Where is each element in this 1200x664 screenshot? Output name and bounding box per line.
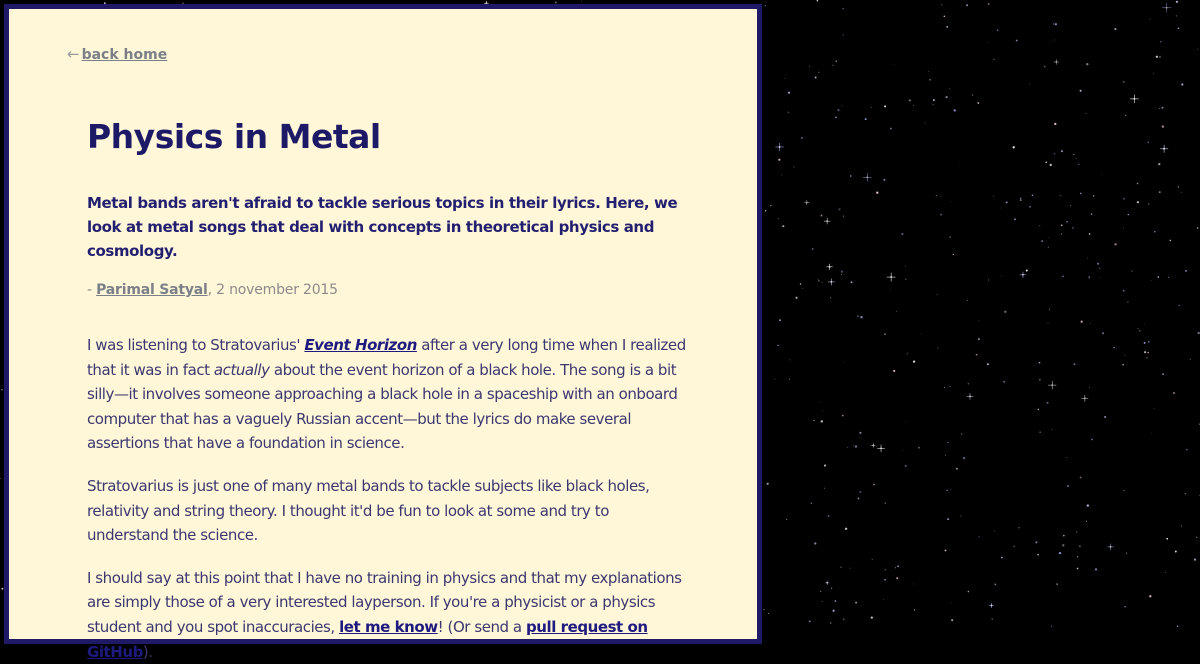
back-home-link[interactable]: back home — [81, 47, 168, 63]
paragraph-2: Stratovarius is just one of many metal bands to tackle subjects like black holes, relativity and string theory. I thought it'd be fun to look at some and try to understand the science. — [87, 476, 650, 545]
paragraph-1-emphasis: actually — [213, 360, 270, 379]
paragraph-1 — [87, 333, 687, 456]
paragraph-3-text-b: ! (Or send a — [437, 617, 526, 636]
contact-link[interactable]: let me know — [339, 617, 438, 636]
byline-prefix: - — [87, 282, 97, 298]
article-content — [87, 109, 687, 664]
event-horizon-link[interactable]: Event Horizon — [304, 336, 417, 354]
back-home-nav — [67, 45, 167, 63]
article-card — [4, 4, 762, 661]
article-lede: Metal bands aren't afraid to tackle serious topics in their lyrics. Here, we look at metal songs that deal with concepts in theoretical physics and cosmology. — [87, 194, 678, 260]
publish-date: , 2 november 2015 — [207, 282, 338, 298]
paragraph-1-text-c: about the event horizon of a black hole. The song is a bit silly—it involves someone approaching a black hole in a spaceship with an onboard computer that has a vaguely Russian accent—but the lyrics do make several assertions that have a foundation in science. — [87, 360, 678, 453]
paragraph-3 — [87, 566, 687, 664]
paragraph-3-text-a: I should say at this point that I have no training in physics and that my explanations are simply those of a very interested layperson. If you're a physicist or a physics student and you spot inaccuracies, — [87, 568, 682, 636]
github-pull-request-link[interactable]: pull request on GitHub — [87, 617, 648, 661]
paragraph-1-text-b: after a very long time when I realized that it was in fact — [87, 336, 686, 379]
page-title: Physics in Metal — [87, 117, 381, 156]
paragraph-3-text-c: ). — [142, 642, 153, 661]
back-arrow-icon: ← — [67, 45, 80, 63]
paragraph-1-text-a: I was listening to Stratovarius' — [87, 336, 305, 354]
byline — [87, 282, 687, 298]
author-link[interactable]: Parimal Satyal — [96, 282, 208, 298]
